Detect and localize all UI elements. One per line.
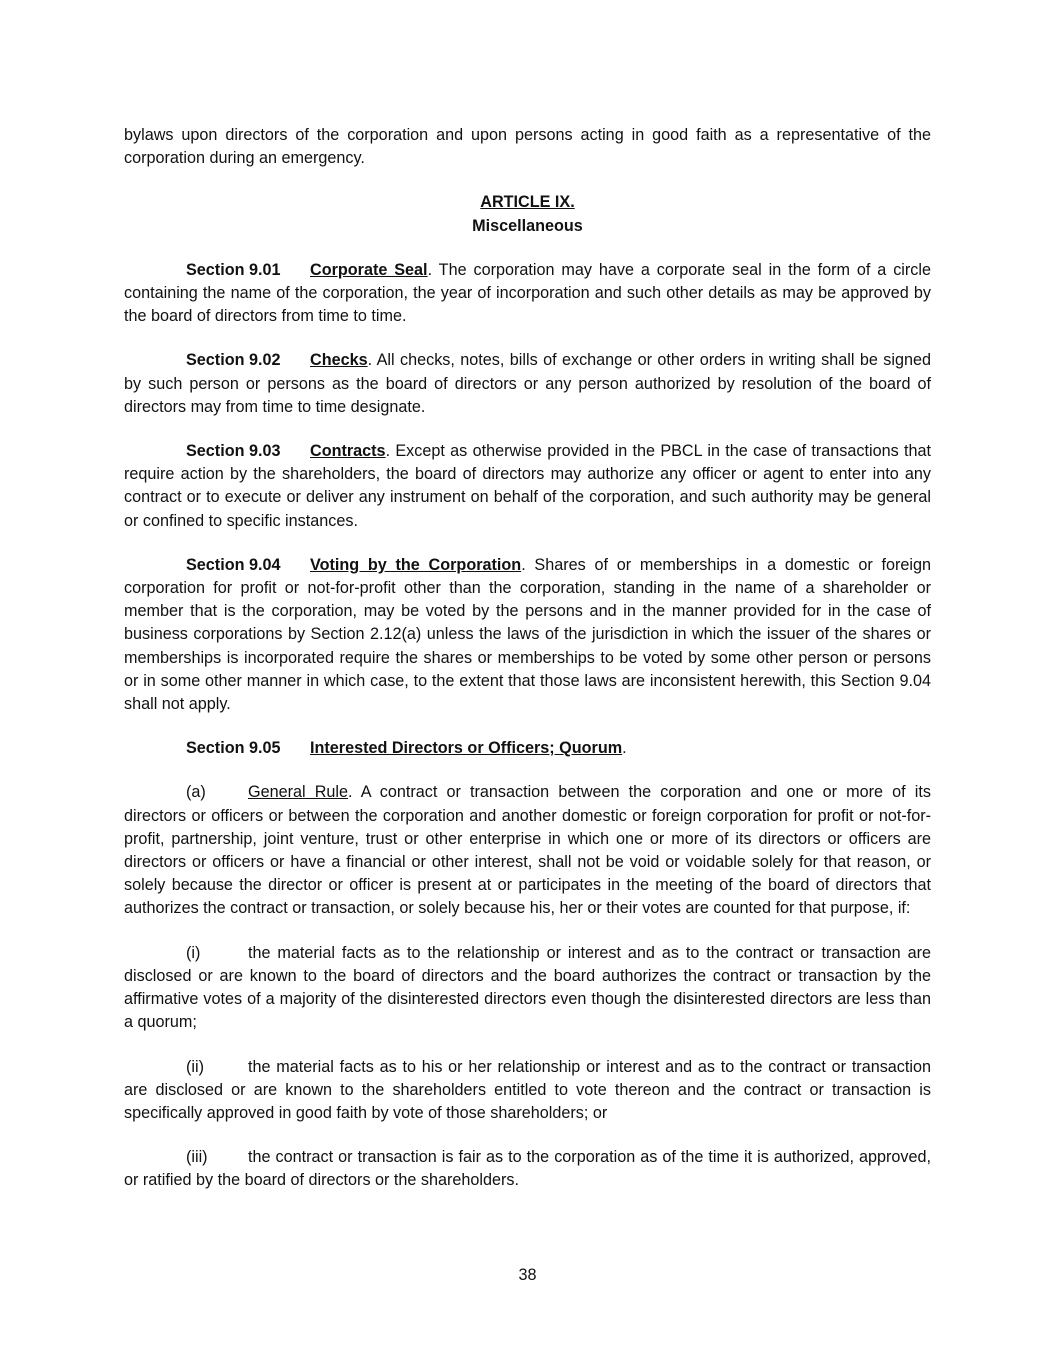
section-number: Section 9.04 <box>186 555 281 574</box>
section-title: Contracts <box>310 442 386 461</box>
section-number: Section 9.01 <box>186 260 281 279</box>
article-title: ARTICLE IX. <box>480 193 575 212</box>
section-body: . Except as otherwise provided in the PBCL in the case of transactions that require action by the shareholders, the board of directors may authorize any officer or agent to enter into any contract or to execute or deliver any instrument on behalf of the corporation, and such authority may be general or confined to specific instances. <box>124 442 931 530</box>
section-body: . <box>622 739 627 758</box>
section-number: Section 9.03 <box>186 442 281 461</box>
clause-body: the material facts as to his or her relationship or interest and as to the contract or transaction are disclosed or are known to the shareholders entitled to vote thereon and the contract or transaction is specifically approved in good faith by vote of those shareholders; or <box>124 1057 931 1122</box>
intro-paragraph: bylaws upon directors of the corporation and upon persons acting in good faith as a representative of the corporation during an emergency. <box>124 126 931 168</box>
clause-ii <box>124 1056 931 1126</box>
section-9-04 <box>124 554 931 716</box>
document-page <box>124 124 931 1214</box>
subsection-body: . A contract or transaction between the corporation and one or more of its directors or officers or between the corporation and another domestic or foreign corporation for profit or not-for-profit, partnership, joint venture, trust or other enterprise in which one or more of its directors or officers are directors or officers or have a financial or other interest, shall not be void or voidable solely for that reason, or solely because the director or officer is present at or participates in the meeting of the board of directors that authorizes the contract or transaction, or solely because his, her or their votes are counted for that purpose, if: <box>124 783 931 918</box>
section-title: Checks <box>310 351 368 370</box>
article-subtitle: Miscellaneous <box>472 216 583 235</box>
subsection-title: General Rule <box>248 783 349 802</box>
section-title: Interested Directors or Officers; Quorum <box>310 739 623 758</box>
section-number: Section 9.05 <box>186 739 281 758</box>
article-heading <box>124 191 931 237</box>
clause-i <box>124 942 931 1035</box>
subsection-a <box>124 781 931 920</box>
section-9-05 <box>124 737 931 760</box>
subsection-label: (a) <box>186 783 206 802</box>
clause-label: (ii) <box>186 1057 204 1076</box>
section-body: . All checks, notes, bills of exchange or other orders in writing shall be signed by such person or persons as the board of directors or any person authorized by resolution of the board of directors may from time to time designate. <box>124 351 931 416</box>
clause-label: (i) <box>186 943 201 962</box>
section-9-02 <box>124 349 931 419</box>
clause-iii <box>124 1146 931 1192</box>
section-body: . Shares of or memberships in a domestic or foreign corporation for profit or not-for-profit other than the corporation, standing in the name of a shareholder or member that is the corporation, may be voted by the persons and in the manner provided for in the case of business corporations by Section 2.12(a) unless the laws of the jurisdiction in which the issuer of the shares or memberships is incorporated require the shares or memberships to be voted by some other person or persons or in some other manner in which case, to the extent that those laws are inconsistent herewith, this Section 9.04 shall not apply. <box>124 555 932 714</box>
clause-body: the contract or transaction is fair as to the corporation as of the time it is authorized, approved, or ratified by the board of directors or the shareholders. <box>124 1148 931 1190</box>
clause-body: the material facts as to the relationship or interest and as to the contract or transaction are disclosed or are known to the board of directors and the board authorizes the contract or transaction by the affirmative votes of a majority of the disinterested directors even though the disinterested directors are less than a quorum; <box>124 943 931 1032</box>
section-title: Voting by the Corporation <box>310 555 522 574</box>
section-9-01 <box>124 259 931 329</box>
section-number: Section 9.02 <box>186 351 281 370</box>
section-9-03 <box>124 440 931 533</box>
section-title: Corporate Seal <box>310 260 428 279</box>
clause-label: (iii) <box>186 1148 208 1167</box>
page-number: 38 <box>518 1266 537 1284</box>
section-body: . The corporation may have a corporate seal in the form of a circle containing the name of the corporation, the year of incorporation and such other details as may be approved by the board of directors from time to time. <box>124 260 931 326</box>
